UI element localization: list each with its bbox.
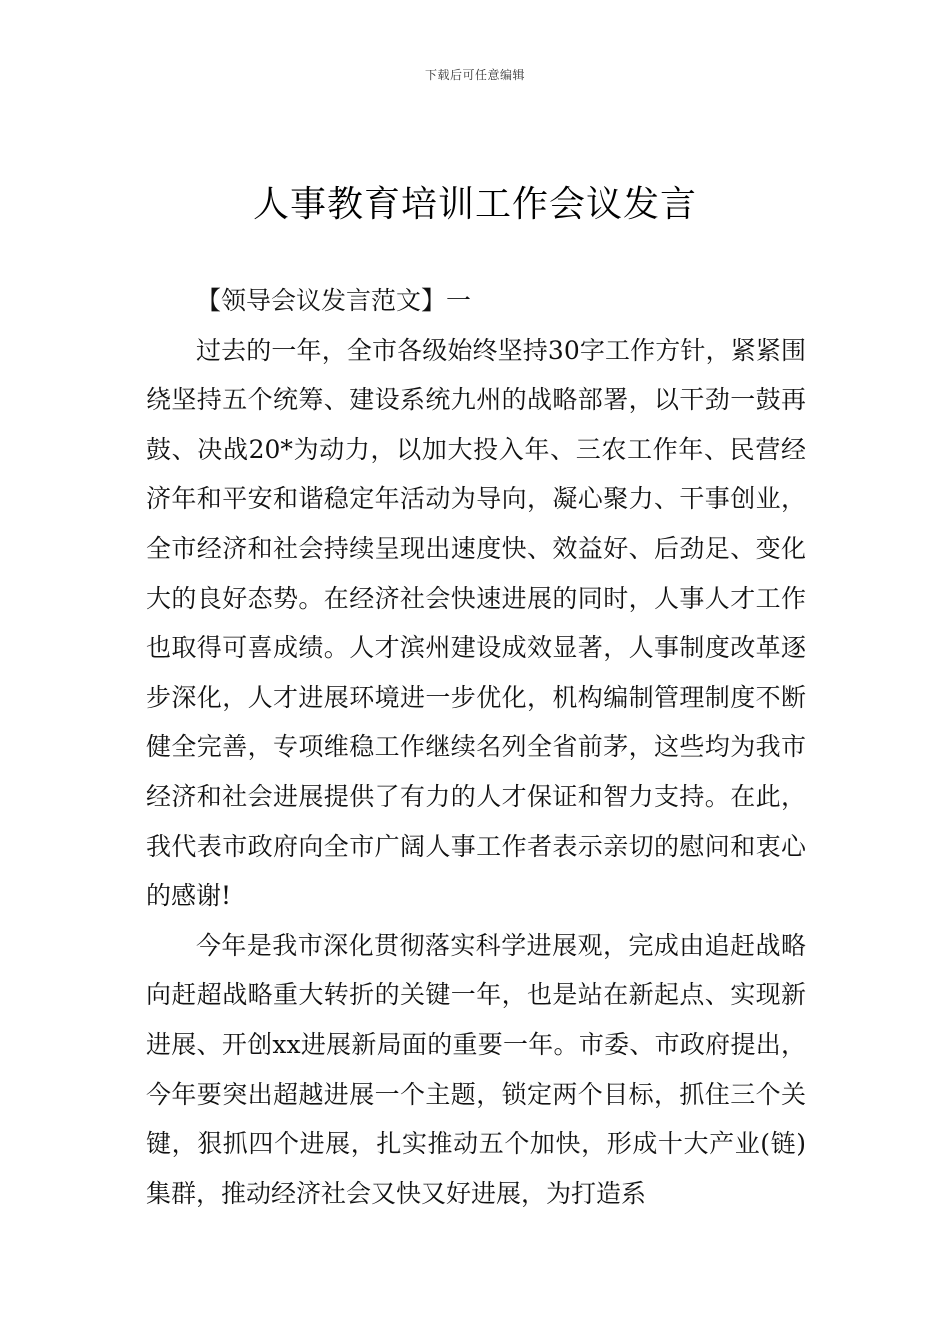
paragraph: 过去的一年，全市各级始终坚持30字工作方针，紧紧围绕坚持五个统筹、建设系统九州的战略部署，以干劲一鼓再鼓、决战20*为动力，以加大投入年、三农工作年、民营经济年和平安和谐稳定年活动为导向，凝心聚力、干事创业，全市经济和社会持续呈现出速度快、效益好、后劲足、变化大的良好态势。在经济社会快速进展的同时，人事人才工作也取得可喜成绩。人才滨州建设成效显著，人事制度改革逐步深化，人才进展环境进一步优化，机构编制管理制度不断健全完善，专项维稳工作继续名列全省前茅，这些均为我市经济和社会进展提供了有力的人才保证和智力支持。在此，我代表市政府向全市广阔人事工作者表示亲切的慰问和衷心的感谢! (146, 335, 806, 911)
page-header-note: 下载后可任意编辑 (424, 68, 525, 82)
section-label: 【领导会议发言范文】一 (196, 286, 472, 315)
document-title: 人事教育培训工作会议发言 (252, 184, 697, 225)
document-body (146, 276, 806, 1218)
paragraph: 今年是我市深化贯彻落实科学进展观，完成由追赶战略向赶超战略重大转折的关键一年，也是站在新起点、实现新进展、开创xx进展新局面的重要一年。市委、市政府提出，今年要突出超越进展一个主题，锁定两个目标，抓住三个关键，狠抓四个进展，扎实推动五个加快，形成十大产业(链)集群，推动经济社会又快又好进展，为打造系 (146, 930, 806, 1208)
